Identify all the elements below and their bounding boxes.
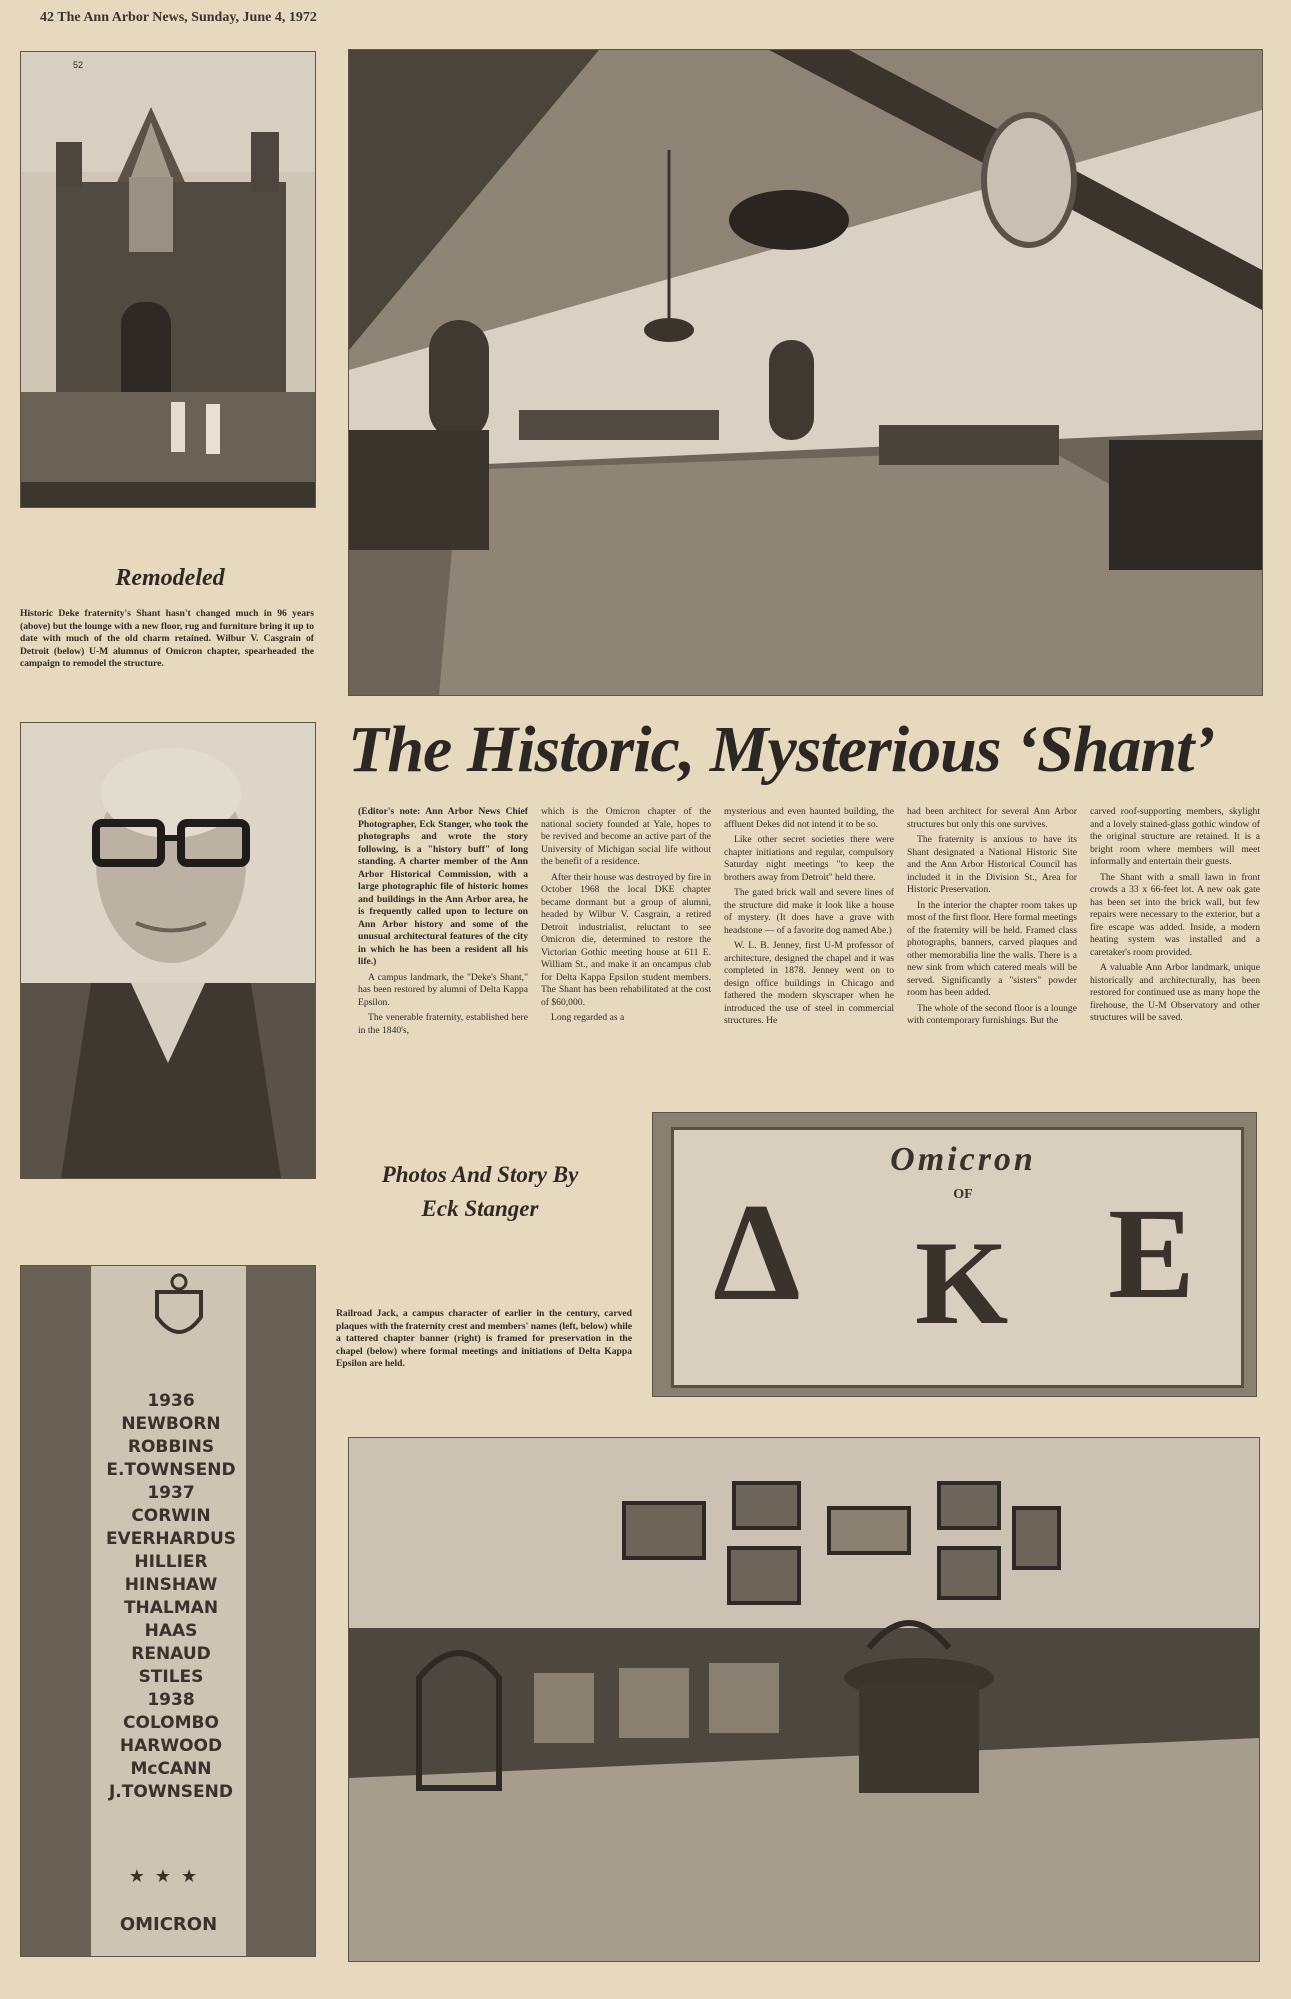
plaque-line: THALMAN <box>123 1598 219 1618</box>
article-paragraph: Like other secret societies there were chapter initiations and regular, compulsory Saturday night meetings "to keep the brothers away from Detroit" held there. <box>724 834 894 883</box>
plaque-line: CORWIN <box>131 1506 211 1526</box>
top-photo-caption: Historic Deke fraternity's Shant hasn't changed much in 96 years (above) but the lounge with a new floor, rug and furniture bring it up to date with much of the old charm retained. Wilbur V. Casgrain of Detroit (below) U-M alumnus of Omicron chapter, spearheaded the campaign to remodel the structure. <box>20 608 314 670</box>
carved-plaque-photo <box>20 1265 316 1957</box>
page-headline: The Historic, Mysterious ‘Shant’ <box>348 713 1215 786</box>
plaque-line: McCANN <box>130 1759 212 1779</box>
plaque-line: HINSHAW <box>124 1575 218 1595</box>
plaque-footer: OMICRON <box>119 1914 218 1935</box>
plaque-line: RENAUD <box>131 1644 211 1664</box>
chapter-banner-photo <box>652 1112 1257 1397</box>
plaque-line: 1937 <box>147 1483 195 1503</box>
article-paragraph: carved roof-supporting members, skylight and a lovely stained-glass gothic window of the original structure are retained. It is a bright room where members will meet informally and entertain their guests. <box>1090 806 1260 867</box>
plaque-line: 1938 <box>147 1690 195 1710</box>
byline <box>330 1158 630 1226</box>
banner-letter-kappa: K <box>915 1216 1009 1349</box>
article-paragraph: The venerable fraternity, established here in the 1840's, <box>358 1012 528 1036</box>
banner-letter-delta: Δ <box>713 1175 801 1330</box>
article-paragraph: The fraternity is anxious to have its Shant designated a National Historic Site and the Ann Arbor Historical Council has included it in the Division St., Area for Historic Preservation. <box>907 834 1077 895</box>
banner-script: Omicron <box>890 1141 1036 1178</box>
banner-letter-epsilon: E <box>1108 1182 1195 1326</box>
plaque-line: EVERHARDUS <box>105 1529 237 1549</box>
article-paragraph: had been architect for several Ann Arbor structures but only this one survives. <box>907 806 1077 830</box>
article-paragraph: A campus landmark, the "Deke's Shant," has been restored by alumni of Delta Kappa Epsilon. <box>358 971 528 1008</box>
chapel-interior-photo <box>348 1437 1260 1962</box>
article-paragraph: W. L. B. Jenney, first U-M professor of architecture, designed the chapel and it was completed in 1878. Jenney went on to design office buildings in Chicago and fathered the modern skyscraper when he introduced the use of steel in commercial structures. He <box>724 940 894 1026</box>
banner-of: OF <box>953 1187 973 1202</box>
plaque-line: STILES <box>138 1667 204 1687</box>
plaque-line: 1936 <box>147 1391 195 1411</box>
plaque-line: E.TOWNSEND <box>106 1460 236 1480</box>
article-paragraph: The gated brick wall and severe lines of the structure did make it look like a house of mystery. (It does have a grave with headstone — of a favorite dog named Abe.) <box>724 887 894 936</box>
page-folio: 42 The Ann Arbor News, Sunday, June 4, 1972 <box>40 10 317 25</box>
article-paragraph: The Shant with a small lawn in front crowds a 33 x 66-feet lot. A new oak gate has been set into the brick wall, but few repairs were necessary to the exterior, but a fire escape was added. Inside, a modern heating system was installed and a caretaker's room provided. <box>1090 871 1260 958</box>
bottom-photo-caption: Railroad Jack, a campus character of earlier in the century, carved plaques with the fraternity crest and members' names (left, below) while a tattered chapter banner (right) is framed for preservation in the chapel (below) where formal meetings and initiations of Delta Kappa Epsilon are held. <box>336 1308 632 1370</box>
article-column-5 <box>1090 806 1260 1028</box>
casgrain-portrait-photo <box>20 722 316 1179</box>
article-column-1 <box>358 806 528 1040</box>
article-paragraph: After their house was destroyed by fire in October 1968 the local DKE chapter became dormant but a group of alumni, headed by Wilbur V. Casgrain, a retired Detroit industrialist, reluctant to see Omicron die, determined to restore the Victorian Gothic meeting house at 611 E. William St., and make it an oncampus club for Delta Kappa Epsilon student members. The Shant has been rehabilitated at the cost of $60,000. <box>541 871 711 1008</box>
article-column-3 <box>724 806 894 1031</box>
plaque-line: NEWBORN <box>121 1414 221 1434</box>
article-paragraph: which is the Omicron chapter of the national society founded at Yale, hopes to be revived and become an active part of the University of Michigan social life without the benefit of a residence. <box>541 806 711 867</box>
fraternity-crest-icon <box>149 1272 209 1352</box>
plaque-line: HARWOOD <box>119 1736 223 1756</box>
lounge-interior-photo <box>348 49 1263 696</box>
article-column-4 <box>907 806 1077 1031</box>
article-paragraph: A valuable Ann Arbor landmark, unique historically and architecturally, has been restored for continued use as many hope the firehouse, the U-M Observatory and other structures will be saved. <box>1090 962 1260 1023</box>
plaque-line: HAAS <box>144 1621 198 1641</box>
article-column-2 <box>541 806 711 1028</box>
plaque-line: ROBBINS <box>127 1437 215 1457</box>
byline-photographer: Eck Stanger <box>421 1196 539 1221</box>
article-paragraph: In the interior the chapter room takes up most of the first floor. Here formal meetings of the fraternity will be held. Framed class photographs, banners, carved plaques and other memorabilia line the walls. There is a new sink from which catered meals will be served. Significantly a "sisters" powder room has been added. <box>907 899 1077 998</box>
plaque-line: HILLIER <box>134 1552 208 1572</box>
photo-label: 52 <box>73 60 84 70</box>
article-paragraph: The whole of the second floor is a lounge with contemporary furnishings. But the <box>907 1002 1077 1026</box>
plaque-line: COLOMBO <box>123 1713 219 1733</box>
editors-note: (Editor's note: Ann Arbor News Chief Photographer, Eck Stanger, who took the photographs and wrote the story following, is a "history buff" of long standing. A charter member of the Ann Arbor Historical Commission, with a large photographic file of historic homes and buildings in the Ann Arbor area, he is frequently called upon to lecture on Ann Arbor history and some of the unusual architectural features of the city in which he has been a resident all his life.) <box>358 806 528 967</box>
byline-line-1: Photos And Story By <box>381 1162 579 1187</box>
plaque-line: J.TOWNSEND <box>108 1782 233 1802</box>
article-paragraph: Long regarded as a <box>551 1012 625 1023</box>
article-paragraph: mysterious and even haunted building, the affluent Dekes did not intend it to be so. <box>724 806 894 830</box>
plaque-stars-icon: ★★★ <box>128 1866 208 1887</box>
building-exterior-photo <box>20 51 316 508</box>
remodeled-kicker: Remodeled <box>115 565 225 591</box>
plaque-names <box>81 1390 261 1804</box>
